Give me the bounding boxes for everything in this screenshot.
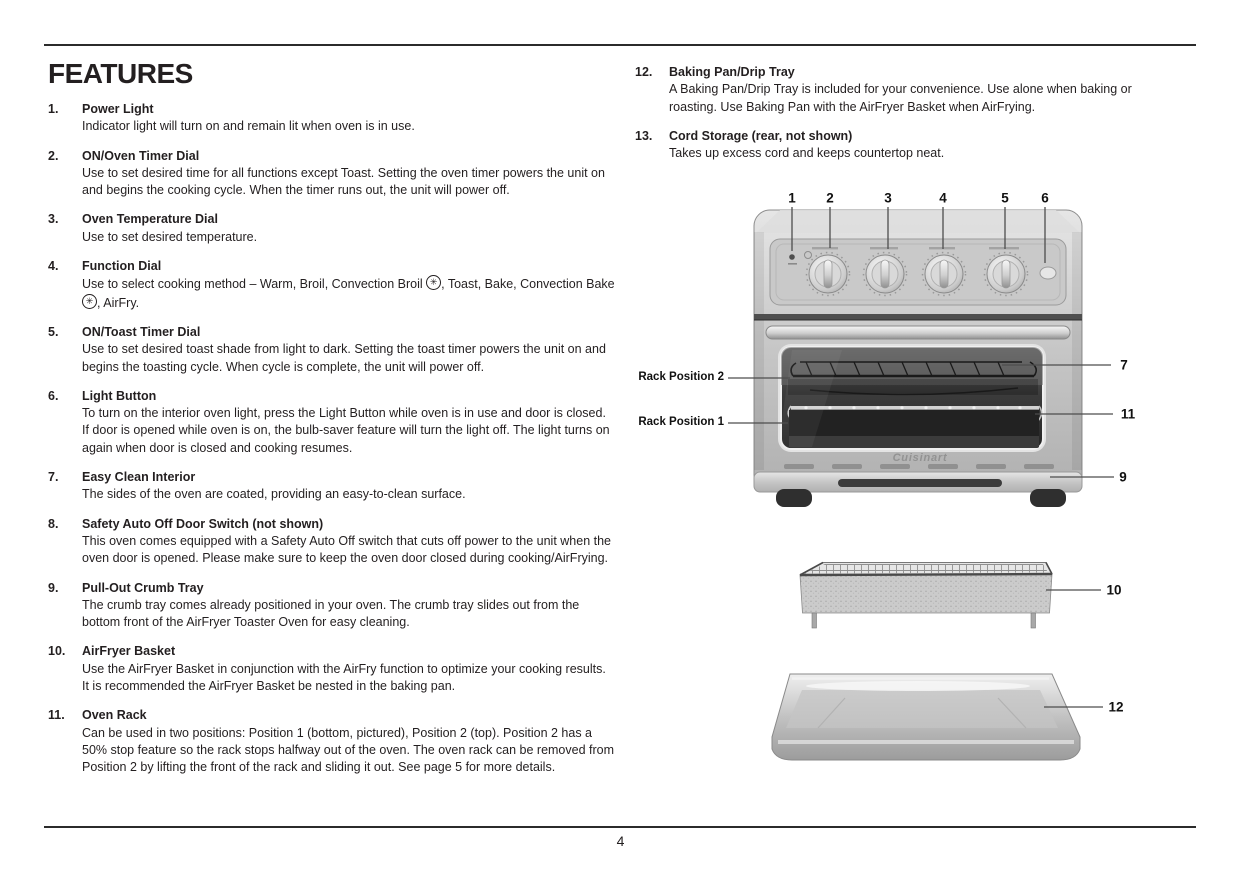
convection-fan-icon: ✳ xyxy=(82,294,97,309)
feature-title: Baking Pan/Drip Tray xyxy=(669,65,795,79)
feature-description: A Baking Pan/Drip Tray is included for your convenience. Use alone when baking or roasting. Use Baking Pan with the AirFryer Basket when AirFrying. xyxy=(669,82,1132,114)
feature-number: 13. xyxy=(635,128,653,143)
feature-title: Function Dial xyxy=(82,259,162,274)
callout-3-temperature-dial: 3 xyxy=(884,190,892,206)
oven-body xyxy=(754,210,1082,507)
feature-title: ON/Oven Timer Dial xyxy=(82,148,200,163)
feature-number: 9. xyxy=(48,580,59,595)
feature-number: 10. xyxy=(48,644,66,659)
oven-illustration xyxy=(630,183,1196,783)
feature-title: AirFryer Basket xyxy=(82,644,176,659)
feature-number: 12. xyxy=(635,65,653,79)
feature-item-11 xyxy=(48,707,618,776)
feature-item-9 xyxy=(48,580,618,632)
callout-1-power-light: 1 xyxy=(788,190,796,206)
feature-item-8 xyxy=(48,516,618,568)
oven-door-window xyxy=(778,344,1046,452)
feature-title: ON/Toast Timer Dial xyxy=(82,324,201,339)
feature-item-10 xyxy=(48,643,618,695)
feature-item-7 xyxy=(48,469,618,504)
oven-foot xyxy=(1030,489,1066,507)
feature-title: Oven Temperature Dial xyxy=(82,212,218,227)
feature-text: , Toast, Bake, Convection Bake xyxy=(441,277,615,292)
feature-item-3 xyxy=(48,211,618,246)
baking-pan xyxy=(772,674,1080,760)
feature-number: 3. xyxy=(48,212,59,227)
callout-6-light-button: 6 xyxy=(1041,190,1049,206)
feature-description: This oven comes equipped with a Safety Auto Off switch that cuts off power to the unit when the oven door is opened. Please make sure to keep the oven door closed during cooking/AirFrying. xyxy=(82,533,612,566)
feature-text: Use to select cooking method – Warm, Broil, Convection Broil xyxy=(82,277,427,292)
feature-description: The crumb tray comes already positioned in your oven. The crumb tray slides out from the bottom front of the AirFryer Toaster Oven for easy cleaning. xyxy=(82,597,580,630)
feature-description: Can be used in two positions: Position 1 (bottom, pictured), Position 2 (top). Position 2 has a 50% stop feature so the rack stops halfway out of the oven. The oven rack can be removed from Position 2 by lifting the front of the rack and sliding it out. See page 5 for more details. xyxy=(82,725,615,775)
feature-item-4 xyxy=(48,258,618,312)
feature-description: To turn on the interior oven light, press the Light Button while oven is in use and door is closed. If door is opened while oven is on, the bulb-saver feature will turn the light off. The light turns on again when door is closed and cooking resumes. xyxy=(82,406,610,455)
callout-5-toast-timer-dial: 5 xyxy=(1001,190,1009,206)
feature-title: Light Button xyxy=(82,388,157,403)
power-light xyxy=(789,254,795,260)
feature-number: 6. xyxy=(48,388,59,403)
feature-number: 7. xyxy=(48,470,59,485)
callout-10-airfryer-basket: 10 xyxy=(1106,582,1122,598)
feature-description: Use the AirFryer Basket in conjunction with the AirFry function to optimize your cooking results. It is recommended the AirFryer Basket be nested in the baking pan. xyxy=(82,661,606,694)
feature-number: 4. xyxy=(48,259,59,274)
bottom-divider xyxy=(44,826,1196,828)
feature-item-13 xyxy=(635,128,1197,163)
feature-title: Cord Storage (rear, not shown) xyxy=(669,128,853,143)
feature-title: Easy Clean Interior xyxy=(82,470,196,485)
callout-7-easy-clean-interior: 7 xyxy=(1120,357,1128,373)
oven-foot xyxy=(776,489,812,507)
feature-description: Indicator light will turn on and remain lit when oven is in use. xyxy=(82,119,415,134)
feature-description: Use to set desired time for all functions except Toast. Setting the oven timer powers the unit on and begins the cooking cycle. When the timer runs out, the unit will power off. xyxy=(82,165,605,198)
feature-title: Power Light xyxy=(82,102,154,116)
feature-number: 8. xyxy=(48,516,59,531)
airfryer-basket xyxy=(800,563,1052,629)
rack-position-2-label: Rack Position 2 xyxy=(638,371,724,383)
feature-item-5 xyxy=(48,324,618,376)
callout-11-oven-rack: 11 xyxy=(1120,406,1136,422)
feature-item-2 xyxy=(48,148,618,200)
feature-item-6 xyxy=(48,388,618,457)
page-title: FEATURES xyxy=(48,58,193,89)
callout-4-function-dial: 4 xyxy=(939,190,947,206)
light-button xyxy=(1040,267,1056,279)
feature-description: Use to set desired temperature. xyxy=(82,229,258,244)
feature-description: The sides of the oven are coated, providing an easy-to-clean surface. xyxy=(82,487,466,502)
callout-12-baking-pan: 12 xyxy=(1108,699,1124,715)
crumb-tray-slot xyxy=(838,479,1002,487)
feature-number: 11. xyxy=(48,708,65,723)
feature-item-12 xyxy=(635,64,1197,116)
right-column xyxy=(635,64,1197,174)
callout-2-oven-timer-dial: 2 xyxy=(826,190,834,206)
page-number: 4 xyxy=(616,833,625,849)
door-handle xyxy=(766,326,1070,339)
top-divider xyxy=(44,44,1196,46)
feature-number: 2. xyxy=(48,148,59,163)
brand-logo: Cuisinart xyxy=(892,452,948,464)
feature-number: 5. xyxy=(48,324,59,339)
feature-description: Use to set desired toast shade from light to dark. Setting the toast timer powers the unit on and begins the toasting cycle. When cycle is complete, the unit will power off. xyxy=(82,342,606,374)
feature-title: Oven Rack xyxy=(82,708,147,723)
feature-description xyxy=(82,275,616,312)
feature-number: 1. xyxy=(48,102,59,116)
convection-fan-icon: ✳ xyxy=(426,275,441,290)
left-column xyxy=(48,58,618,789)
rack-position-1-label: Rack Position 1 xyxy=(638,416,724,428)
feature-text: , AirFry. xyxy=(97,295,140,310)
callout-9-crumb-tray: 9 xyxy=(1119,469,1127,485)
feature-title: Pull-Out Crumb Tray xyxy=(82,580,204,595)
feature-title: Safety Auto Off Door Switch (not shown) xyxy=(82,516,324,531)
feature-item-1 xyxy=(48,101,618,136)
product-diagram xyxy=(630,183,1196,783)
feature-description: Takes up excess cord and keeps countertop neat. xyxy=(669,146,945,161)
